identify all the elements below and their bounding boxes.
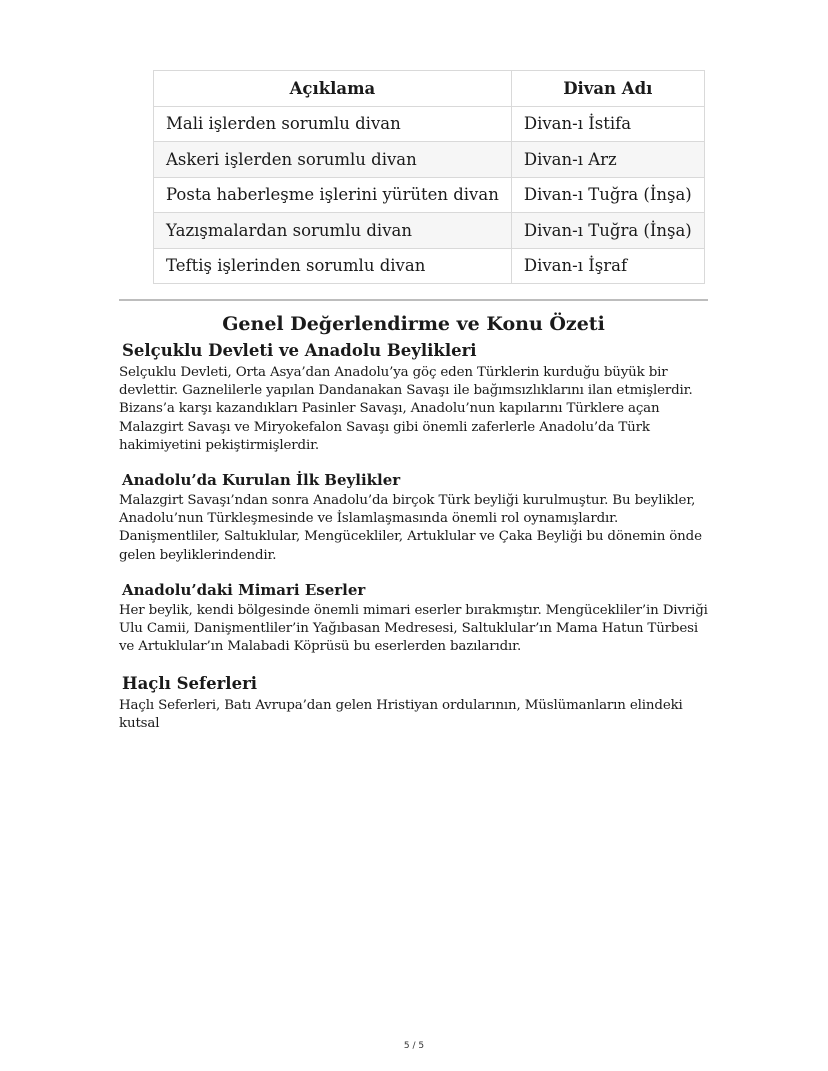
section-text-beylikler: Malazgirt Savaşı’ndan sonra Anadolu’da birçok Türk beyliği kurulmuştur. Bu beylikler, Anadolu’nun Türkleşmesinde ve İslamlaşmasında önemli rol oynamışlardır. Danişmentliler, Saltuklular, Mengücekliler, Artuklular ve Çaka Beyliği bu dönemin önde gelen beyliklerindendir.	[119, 493, 702, 563]
summary-title: Genel Değerlendirme ve Konu Özeti	[222, 313, 605, 335]
table-row	[154, 177, 705, 213]
cell-description: Teftiş işlerinden sorumlu divan	[154, 248, 512, 284]
section-text-hacli: Haçlı Seferleri, Batı Avrupa’dan gelen Hristiyan ordularının, Müslümanların elindeki kutsal	[119, 698, 683, 732]
table-row	[154, 106, 705, 142]
cell-name: Divan-ı Tuğra (İnşa)	[511, 213, 704, 249]
cell-name: Divan-ı İstifa	[511, 106, 704, 142]
table-row	[154, 213, 705, 249]
section-divider	[119, 299, 708, 301]
table-row	[154, 142, 705, 178]
cell-name: Divan-ı Tuğra (İnşa)	[511, 177, 704, 213]
cell-description: Yazışmalardan sorumlu divan	[154, 213, 512, 249]
section-heading-hacli: Haçlı Seferleri	[122, 674, 258, 693]
cell-name: Divan-ı Arz	[511, 142, 704, 178]
section-text-selcuklu: Selçuklu Devleti, Orta Asya’dan Anadolu’ya göç eden Türklerin kurduğu büyük bir devlettir. Gaznelilerle yapılan Dandanakan Savaşı ile bağımsızlıklarını ilan etmişlerdir. Bizans’a karşı kazandıkları Pasinler Savaşı, Anadolu’nun kapılarını Türklere açan Malazgirt Savaşı ve Miryokefalon Savaşı gibi önemli zaferlerle Anadolu’da Türk hakimiyetini pekiştirmişlerdir.	[119, 365, 693, 453]
cell-description: Askeri işlerden sorumlu divan	[154, 142, 512, 178]
divan-table	[153, 70, 705, 284]
column-header-description: Açıklama	[154, 71, 512, 107]
table-row	[154, 248, 705, 284]
table-header-row	[154, 71, 705, 107]
page-number: 5 / 5	[403, 1041, 425, 1051]
cell-name: Divan-ı İşraf	[511, 248, 704, 284]
section-heading-mimari: Anadolu’daki Mimari Eserler	[122, 581, 366, 599]
cell-description: Posta haberleşme işlerini yürüten divan	[154, 177, 512, 213]
section-heading-beylikler: Anadolu’da Kurulan İlk Beylikler	[122, 471, 401, 489]
section-text-mimari: Her beylik, kendi bölgesinde önemli mimari eserler bırakmıştır. Mengücekliler’in Divriği Ulu Camii, Danişmentliler’in Yağıbasan Medresesi, Saltuklular’ın Mama Hatun Türbesi ve Artuklular’ın Malabadi Köprüsü bu eserlerden bazılarıdır.	[119, 603, 708, 655]
section-heading-selcuklu: Selçuklu Devleti ve Anadolu Beylikleri	[122, 341, 477, 360]
column-header-name: Divan Adı	[511, 71, 704, 107]
cell-description: Mali işlerden sorumlu divan	[154, 106, 512, 142]
